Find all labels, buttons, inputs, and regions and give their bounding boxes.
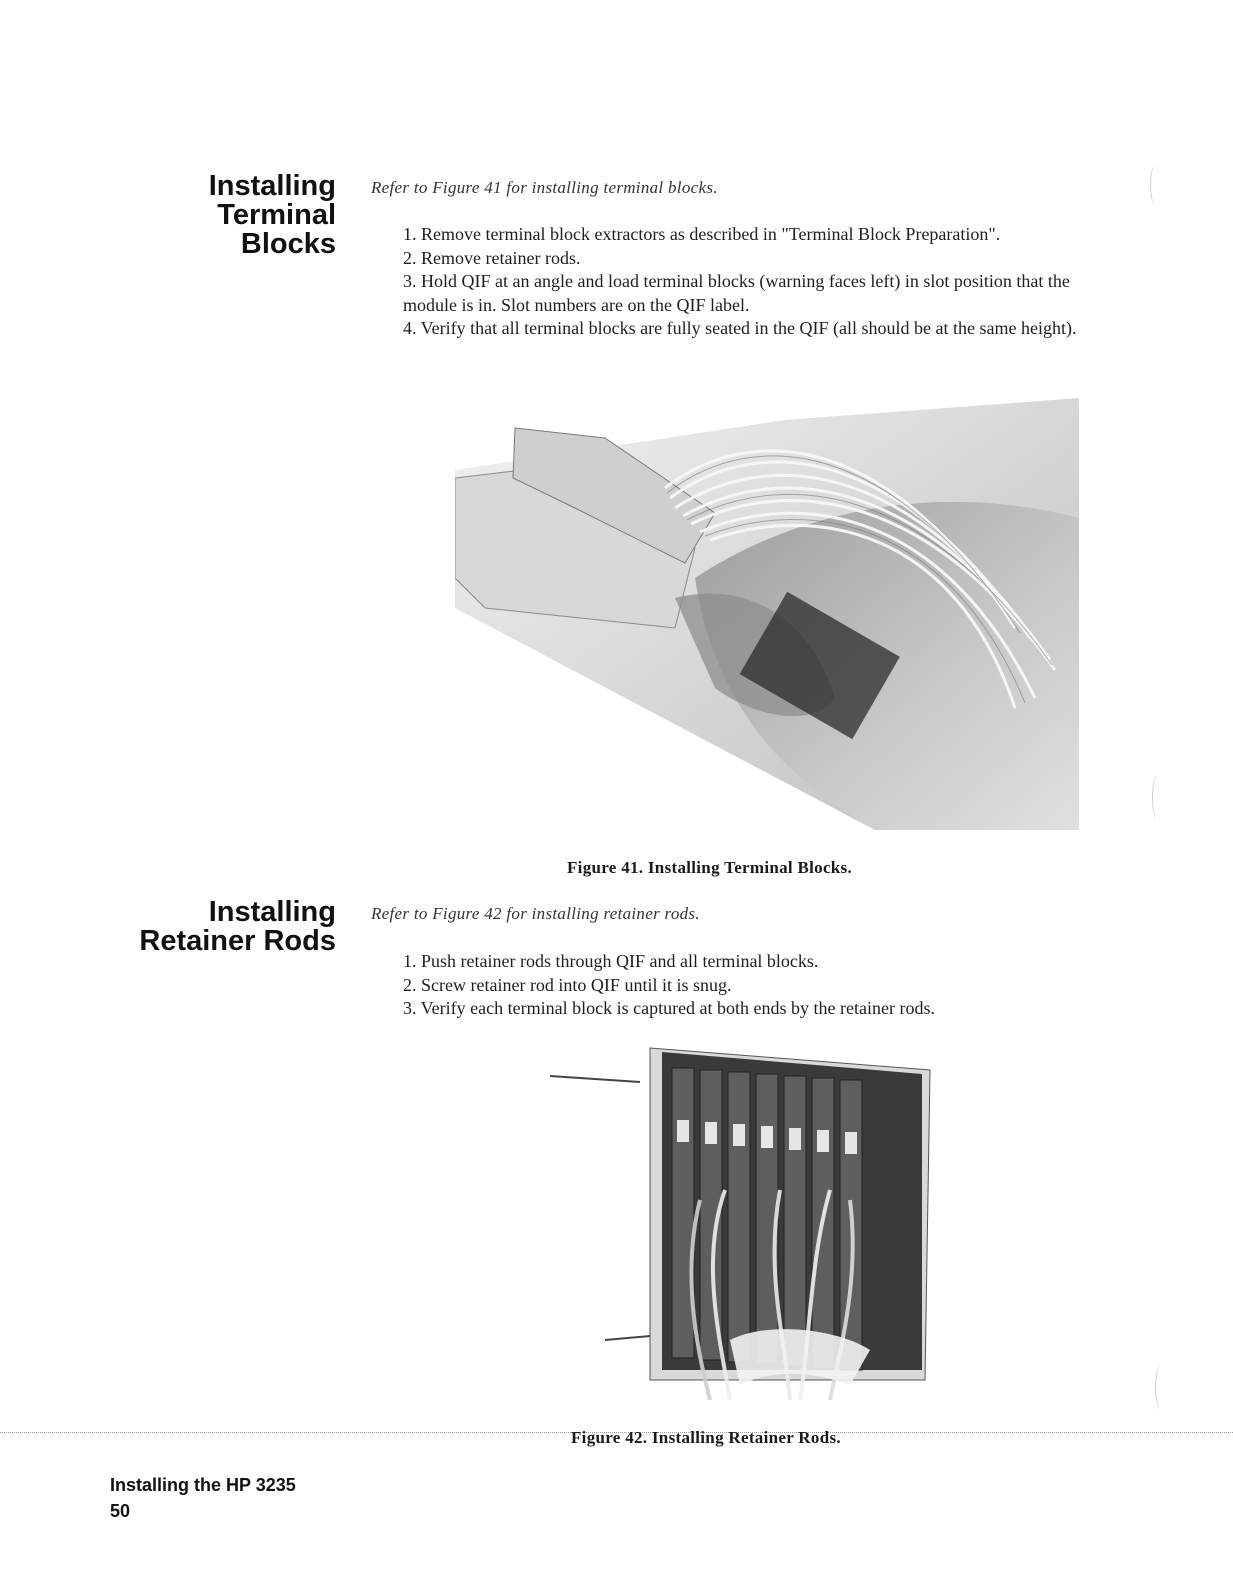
block-label xyxy=(733,1124,745,1146)
figure-42-caption: Figure 42. Installing Retainer Rods. xyxy=(571,1428,841,1447)
heading-line: Terminal xyxy=(217,199,336,231)
section-intro: Refer to Figure 42 for installing retainer rods. xyxy=(371,904,700,923)
steps-list xyxy=(403,223,1103,341)
step-item: 3. Verify each terminal block is captured at both ends by the retainer rods. xyxy=(403,998,935,1018)
block-label xyxy=(817,1130,829,1152)
steps-list xyxy=(403,950,1103,1021)
block-label xyxy=(705,1122,717,1144)
section-heading-installing-terminal-blocks xyxy=(209,172,336,259)
binding-mark xyxy=(1150,165,1161,205)
figure-41-caption: Figure 41. Installing Terminal Blocks. xyxy=(567,858,853,877)
section-heading-installing-retainer-rods xyxy=(139,898,336,956)
section-intro: Refer to Figure 41 for installing terminal blocks. xyxy=(371,178,718,197)
terminal-block xyxy=(784,1076,806,1366)
heading-line: Retainer Rods xyxy=(139,925,336,957)
block-label xyxy=(761,1126,773,1148)
step-item: 4. Verify that all terminal blocks are fully seated in the QIF (all should be at the same height). xyxy=(403,318,1077,338)
block-label xyxy=(845,1132,857,1154)
step-item: 3. Hold QIF at an angle and load terminal blocks (warning faces left) in slot position that the module is in. Slot numbers are on the QIF label. xyxy=(403,271,1070,315)
terminal-block xyxy=(672,1068,694,1358)
binding-mark xyxy=(1155,1365,1168,1410)
page-number: 50 xyxy=(110,1501,131,1521)
figure-41-photo xyxy=(455,398,1079,830)
heading-line: Blocks xyxy=(240,228,336,260)
binding-mark xyxy=(1152,775,1163,820)
step-item: 1. Push retainer rods through QIF and all terminal blocks. xyxy=(403,951,819,971)
block-label xyxy=(789,1128,801,1150)
step-item: 1. Remove terminal block extractors as described in "Terminal Block Preparation". xyxy=(403,224,1001,244)
block-label xyxy=(677,1120,689,1142)
terminal-block xyxy=(728,1072,750,1362)
step-item: 2. Screw retainer rod into QIF until it is snug. xyxy=(403,974,732,995)
footer-title: Installing the HP 3235 xyxy=(110,1475,296,1495)
step-item: 2. Remove retainer rods. xyxy=(403,247,581,268)
heading-line: Installing xyxy=(208,896,336,928)
figure-42-photo xyxy=(550,1040,935,1405)
heading-line: Installing xyxy=(208,170,336,202)
